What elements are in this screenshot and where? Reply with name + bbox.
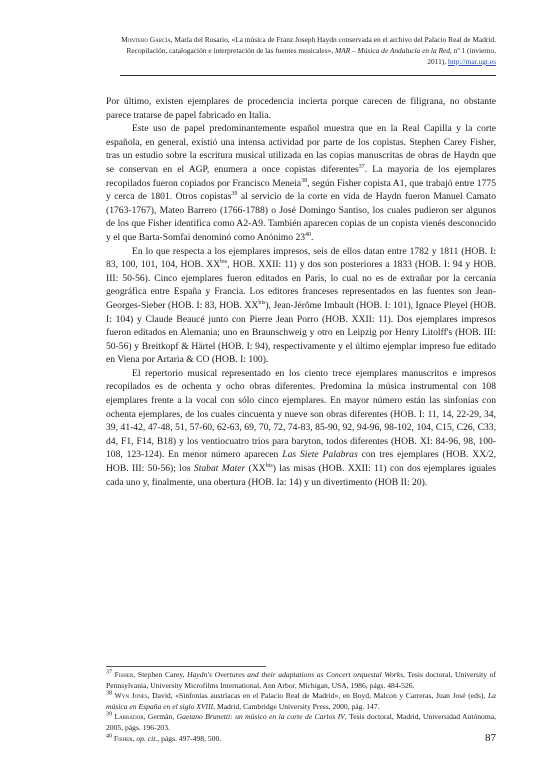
main-text bbox=[106, 95, 496, 489]
paragraph: Por último, existen ejemplares de procedencia incierta porque carecen de filigrana, no obstante parece tratarse de papel fabricado en Italia. bbox=[106, 96, 496, 121]
header-citation: , María del Rosario, «La música de Franz Joseph Haydn conservada en el archivo del Palacio Real de Madrid. Recopilación, catalogación e interpretación de las fuentes musicales», bbox=[126, 35, 496, 55]
header-divider bbox=[120, 75, 496, 76]
footnote-37: $^{37}$ Fisher, Stephen Carey, Haydn's Overtures and their adaptations as Concert orquestal Works, Tesis doctoral, University of Pennsylvania, University Microfilms International, Ann Arbor, Michigan, USA, 1986, págs. 484-526. bbox=[106, 669, 496, 690]
paragraph: En lo que respecta a los ejemplares impresos, seis de ellos datan entre 1782 y 1811 (HOB. I: 83, 100, 101, 104, HOB. $XX^{bis}$, HOB. XXII: 11) y dos son posteriores a 1833 (HOB. I: 94 y HOB. III: 50-56). Cinco ejemplares fueron editados en París, lo cual no es de extrañar por la cercanía geográfica entre España y Francia. Los editores franceses representados en las fuentes son Jean-Georges-Sieber (HOB. I: 83, HOB. $XX^{bis}$), Jean-Jérôme Imbault (HOB. I: 101), Ignace Pleyel (HOB. I: 104) y Claude Beaucé junto con Pierre Jean Porro (HOB. XXII: 11). Dos ejemplares impresos fueron editados en Alemania; uno en Braunschweig y otro en Leipzig por Henry Litolff's (HOB. III: 50-56) y Breitkopf & Härtel (HOB. I: 94), respectivamente y el último ejemplar impreso fue editado en Viena por Artaria & CO (HOB. I: 100). bbox=[106, 245, 496, 366]
footnotes bbox=[106, 670, 496, 744]
running-header bbox=[120, 34, 496, 67]
bis-superscript: bis bbox=[220, 258, 228, 265]
work-title: Stabat Mater bbox=[193, 463, 246, 475]
paragraph: El repertorio musical representado en los ciento trece ejemplares manuscritos e impresos recopilados es de ochenta y ocho obras diferentes. Predomina la música instrumental con 108 ejemplares frente a la vocal con sólo cinco ejemplares. En mayor número están las sinfonías con ochenta ejemplares, de los cuales cincuenta y nueve son obras diferentes (HOB. I: 11, 14, 22-29, 34, 39, 41-42, 47-48, 51, 57-60, 62-63, 69, 70, 72, 74-83, 85-90, 92, 94-96, 98-102, 104, C15, C26, C33, d4, F1, F14, B18) y los ventiocuatro tríos para baryton, todos diferentes (HOB. XI: 84-96, 98, 100-108, 123-124). En menor número aparecen Las Siete Palabras con tres ejemplares (HOB. XX/2, HOB. III: 50-56); los Stabat Mater $(XX^{bis})$ las misas (HOB. XXII: 11) con dos ejemplares iguales cada uno y, finalmente, una obertura (HOB. Ia: 14) y un divertimento (HOB II: 20). bbox=[106, 367, 497, 488]
paragraph: Este uso de papel predominantemente español muestra que en la Real Capilla y la corte española, en general, existió una intensa actividad por parte de los copistas. Stephen Carey Fisher, tras un estudio sobre la escritura musical utilizada en las copias manuscritas de obras de Haydn que se conservan en el AGP, enumera a once copistas diferentes$^{37}$. La mayoría de los ejemplares recopilados fueron copiados por Francisco Meneia$^{38}$, según Fisher copista A1, que trabajó entre 1775 y cerca de 1801. Otros copistas$^{39}$ al servicio de la corte en vida de Haydn fueron Manuel Camato (1763-1767), Mateo Barrero (1766-1788) o José Domingo Santiso, los cuales pudieron ser algunos de los que Fisher identifica como A2-A9. También aparecen copias de un copista vienés desconocido y el que Barta-Somfai denominó como Anónimo $23^{40}$. bbox=[106, 123, 496, 243]
footnote-40: $^{40}$ Fisher, op. cit., págs. 497-498, 500. bbox=[106, 733, 222, 743]
journal-url-link[interactable]: http://mar.ugr.es bbox=[447, 57, 496, 66]
header-journal: MAR – Música de Andalucía en la Red bbox=[334, 46, 450, 55]
bis-superscript: bis bbox=[258, 299, 266, 306]
footnote-ref-40[interactable]: 40 bbox=[305, 231, 312, 238]
footnote-38: $^{38}$ Wyn Jones, David, «Sinfonías austríacas en el Palacio Real de Madrid», en Boyd, Malcon y Carreras, Juan José (eds), La música en España en el siglo XVIII, Madrid, Cambridge University Press, 2000, pág. 147. bbox=[106, 690, 496, 711]
header-author: Montero García bbox=[121, 35, 171, 44]
footnote-39: $^{39}$ Labrador, Germán, Gaetano Brunetti: un músico en la corte de Carlos IV, Tesis doctoral, Madrid, Universidad Autónoma, 2005, págs. 196-203. bbox=[106, 711, 497, 732]
work-title: Las Siete Palabras bbox=[282, 449, 358, 461]
footnote-ref-39[interactable]: 39 bbox=[231, 190, 238, 197]
header-issue: , nº 1 (invierno, 2011), bbox=[427, 46, 496, 66]
footnote-ref-38[interactable]: 38 bbox=[301, 177, 308, 184]
footnote-divider bbox=[106, 666, 266, 667]
bis-superscript: bis bbox=[265, 462, 273, 469]
footnote-ref-37[interactable]: 37 bbox=[358, 163, 365, 170]
page-number: 87 bbox=[485, 732, 496, 744]
